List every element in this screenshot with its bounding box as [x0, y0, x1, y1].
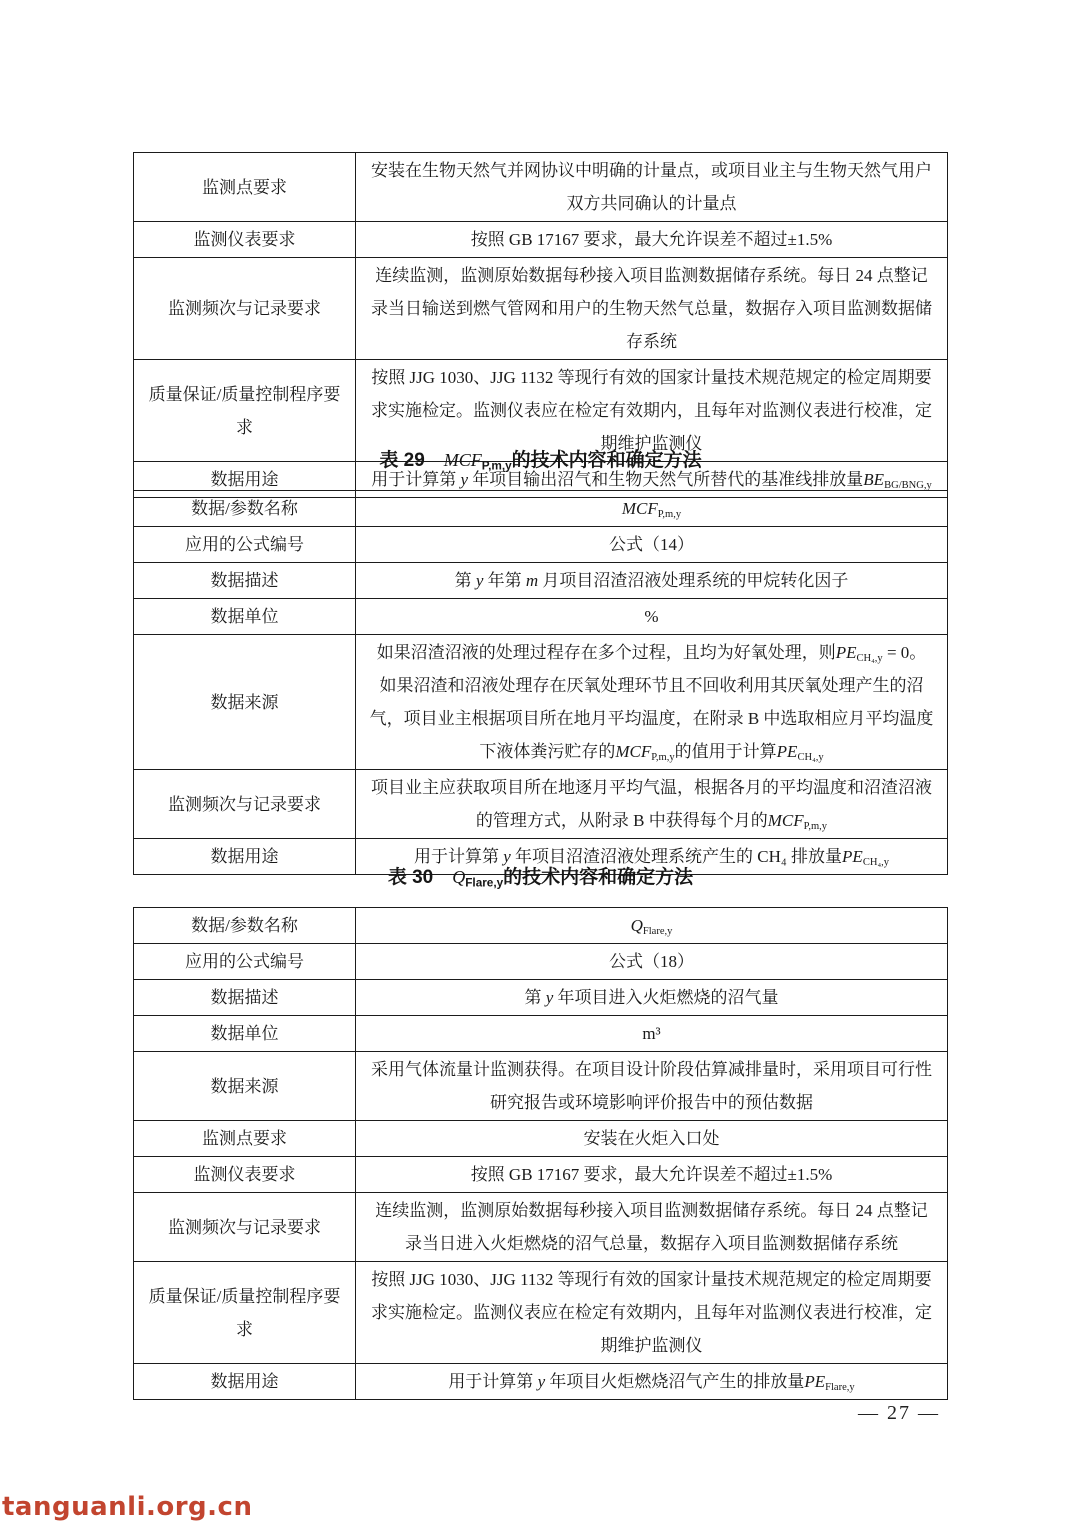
- row-label: 数据用途: [134, 1364, 356, 1400]
- row-value: [356, 491, 948, 527]
- row-value: 公式（14）: [356, 527, 948, 563]
- table-row: [134, 491, 948, 527]
- math-variable: y: [545, 988, 554, 1007]
- row-value: 第 y 年项目进入火炬燃烧的沼气量: [356, 980, 948, 1016]
- math-variable: MCF: [767, 811, 804, 830]
- table-row: [134, 222, 948, 258]
- row-label: 监测频次与记录要求: [134, 1193, 356, 1262]
- row-label: 数据/参数名称: [134, 908, 356, 944]
- math-variable: y: [503, 847, 511, 866]
- math-subscript: P,m,y: [481, 459, 512, 473]
- math-subscript: BG/BNG,y: [884, 479, 932, 491]
- row-value: 按照 JJG 1030、JJG 1132 等现行有效的国家计量技术规范规定的检定周期要求实施检定。监测仪表应在检定有效期内，且每年对监测仪表进行校准，定期维护监测仪: [356, 1262, 948, 1364]
- table-30: [133, 907, 948, 1400]
- row-label: 质量保证/质量控制程序要求: [134, 1262, 356, 1364]
- page-number: — 27 —: [858, 1402, 940, 1424]
- row-label: 数据来源: [134, 635, 356, 770]
- table-row: [134, 635, 948, 770]
- row-value: 如果沼渣沼液的处理过程存在多个过程，且均为好氧处理，则$PE_{CH_4,y} = 0$。如果沼渣和沼液处理存在厌氧处理环节且不回收利用其厌氧处理产生的沼气，项目业主根据项目所在地月平均温度，在附录 B 中选取相应月平均温度下液体粪污贮存的$MCF_{P,m,y}$的值用于计算$PE_{CH_4,y}$: [356, 635, 948, 770]
- math-subscript: Flare,y: [465, 876, 504, 890]
- math-variable: PE: [842, 847, 863, 866]
- table-row: [134, 1262, 948, 1364]
- math-variable: y: [460, 470, 469, 489]
- row-value: 按照 GB 17167 要求，最大允许误差不超过±1.5%: [356, 1157, 948, 1193]
- row-value: [356, 908, 948, 944]
- table-row: [134, 1193, 948, 1262]
- row-label: 数据单位: [134, 599, 356, 635]
- math-subscript: CH₄,y: [862, 856, 890, 868]
- row-label: 监测仪表要求: [134, 222, 356, 258]
- table-30-caption: 表 30 $Q_{Flare,y}$的技术内容和确定方法: [387, 867, 694, 890]
- row-value: 第 y 年第 m 月项目沼渣沼液处理系统的甲烷转化因子: [356, 563, 948, 599]
- math-subscript: CH₄,y: [856, 652, 883, 664]
- row-label: 监测点要求: [134, 153, 356, 222]
- row-value: 用于计算第 y 年项目沼渣沼液处理系统产生的 CH₄ 排放量$PE_{CH_4,y}$: [356, 839, 948, 875]
- math-subscript: CH₄,y: [797, 751, 824, 763]
- table-row: [134, 908, 948, 944]
- row-label: 监测频次与记录要求: [134, 258, 356, 360]
- row-label: 数据描述: [134, 980, 356, 1016]
- math-subscript: P,m,y: [803, 820, 828, 832]
- row-label: 数据/参数名称: [134, 491, 356, 527]
- table-row: [134, 599, 948, 635]
- table-row: [134, 563, 948, 599]
- row-value: 按照 JJG 1030、JJG 1132 等现行有效的国家计量技术规范规定的检定周期要求实施检定。监测仪表应在检定有效期内，且每年对监测仪表进行校准，定期维护监测仪: [356, 360, 948, 462]
- row-label: 监测点要求: [134, 1121, 356, 1157]
- table-row: [134, 1052, 948, 1121]
- row-label: 数据描述: [134, 563, 356, 599]
- math-variable: Q: [630, 916, 643, 935]
- math-variable: m: [525, 571, 539, 590]
- table-row: [134, 944, 948, 980]
- math-variable: y: [475, 571, 484, 590]
- table-row: [134, 980, 948, 1016]
- math-variable: y: [537, 1372, 546, 1391]
- table-row: [134, 527, 948, 563]
- row-label: 数据来源: [134, 1052, 356, 1121]
- math-subscript: P,m,y: [657, 508, 682, 520]
- row-value: 用于计算第 y 年项目输出沼气和生物天然气所替代的基准线排放量$BE_{BG/BNG,y}$: [356, 462, 948, 498]
- table-row: [134, 153, 948, 222]
- row-value: m³: [356, 1016, 948, 1052]
- table-row: [134, 1364, 948, 1400]
- table-29: [133, 490, 948, 875]
- row-value: 用于计算第 y 年项目火炬燃烧沼气产生的排放量$PE_{Flare,y}$: [356, 1364, 948, 1400]
- table-row: [134, 770, 948, 839]
- row-label: 应用的公式编号: [134, 944, 356, 980]
- math-variable: MCF: [621, 499, 658, 518]
- row-value: 安装在火炬入口处: [356, 1121, 948, 1157]
- row-value: 连续监测，监测原始数据每秒接入项目监测数据储存系统。每日 24 点整记录当日进入火炬燃烧的沼气总量，数据存入项目监测数据储存系统: [356, 1193, 948, 1262]
- row-value: 按照 GB 17167 要求，最大允许误差不超过±1.5%: [356, 222, 948, 258]
- math-subscript: Flare,y: [825, 1381, 855, 1393]
- math-variable: PE: [835, 643, 857, 662]
- math-variable: PE: [776, 742, 798, 761]
- table-row: [134, 1016, 948, 1052]
- row-label: 监测频次与记录要求: [134, 770, 356, 839]
- math-subscript: P,m,y: [651, 751, 675, 763]
- row-value: 公式（18）: [356, 944, 948, 980]
- row-label: 应用的公式编号: [134, 527, 356, 563]
- row-value: 安装在生物天然气并网协议中明确的计量点，或项目业主与生物天然气用户双方共同确认的计量点: [356, 153, 948, 222]
- math-subscript: Flare,y: [642, 925, 673, 937]
- math-variable: MCF: [443, 450, 482, 470]
- table-row: [134, 258, 948, 360]
- watermark-link: tanguanli.org.cn: [2, 1492, 253, 1522]
- row-value: 连续监测，监测原始数据每秒接入项目监测数据储存系统。每日 24 点整记录当日输送到燃气管网和用户的生物天然气总量，数据存入项目监测数据储存系统: [356, 258, 948, 360]
- row-label: 监测仪表要求: [134, 1157, 356, 1193]
- row-label: 质量保证/质量控制程序要求: [134, 360, 356, 462]
- row-label: 数据用途: [134, 839, 356, 875]
- row-value: %: [356, 599, 948, 635]
- math-variable: BE: [863, 470, 885, 489]
- row-value: 项目业主应获取项目所在地逐月平均气温，根据各月的平均温度和沼渣沼液的管理方式，从附录 B 中获得每个月的$MCF_{P,m,y}$: [356, 770, 948, 839]
- row-value: 采用气体流量计监测获得。在项目设计阶段估算减排量时，采用项目可行性研究报告或环境影响评价报告中的预估数据: [356, 1052, 948, 1121]
- math-variable: PE: [804, 1372, 826, 1391]
- row-label: 数据用途: [134, 462, 356, 498]
- table-row: [134, 1121, 948, 1157]
- row-label: 数据单位: [134, 1016, 356, 1052]
- math-variable: Q: [452, 867, 466, 887]
- table-29-caption: 表 29 $MCF_{P,m,y}$的技术内容和确定方法: [379, 450, 702, 473]
- table-row: [134, 1157, 948, 1193]
- math-variable: MCF: [615, 742, 652, 761]
